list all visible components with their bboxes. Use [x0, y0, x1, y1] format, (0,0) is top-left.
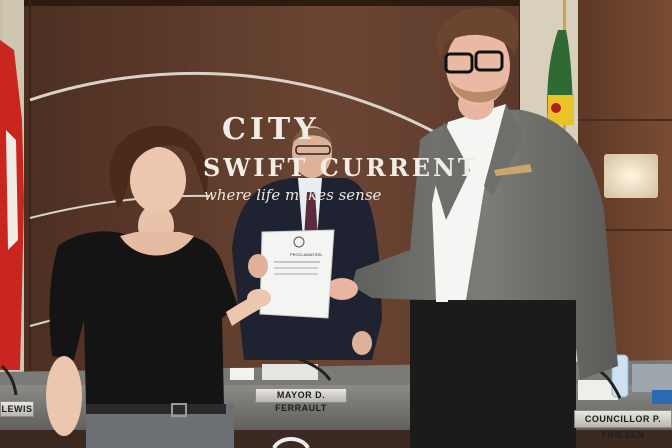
- nameplate-mayor: MAYOR D. FERRAULT: [255, 388, 347, 403]
- desk-papers: [230, 368, 254, 380]
- woman-belt: [86, 404, 226, 414]
- man-trousers: [410, 300, 576, 448]
- mayor-holding-hand: [248, 254, 268, 278]
- man-shirt-lower: [436, 276, 448, 302]
- wall-sign-tagline: where life makes sense: [204, 186, 382, 204]
- desk-papers: [262, 364, 318, 380]
- nameplate-left: LEWIS: [0, 401, 34, 417]
- wall-sign-line1: CITY: [222, 112, 320, 147]
- laptop: [632, 364, 672, 392]
- desk-sign-blue: [652, 390, 672, 404]
- wall-sign-line2: SWIFT CURRENT: [203, 153, 479, 182]
- wall-sconce: [604, 154, 658, 198]
- woman-arm: [46, 356, 82, 436]
- woman-hand: [247, 289, 271, 307]
- flag-emblem: [551, 103, 561, 113]
- certificate-heading: PROCLAMATION: [290, 252, 322, 257]
- nameplate-councillor: COUNCILLOR P. FRIESEN: [574, 410, 672, 428]
- mayor-hand: [352, 331, 372, 355]
